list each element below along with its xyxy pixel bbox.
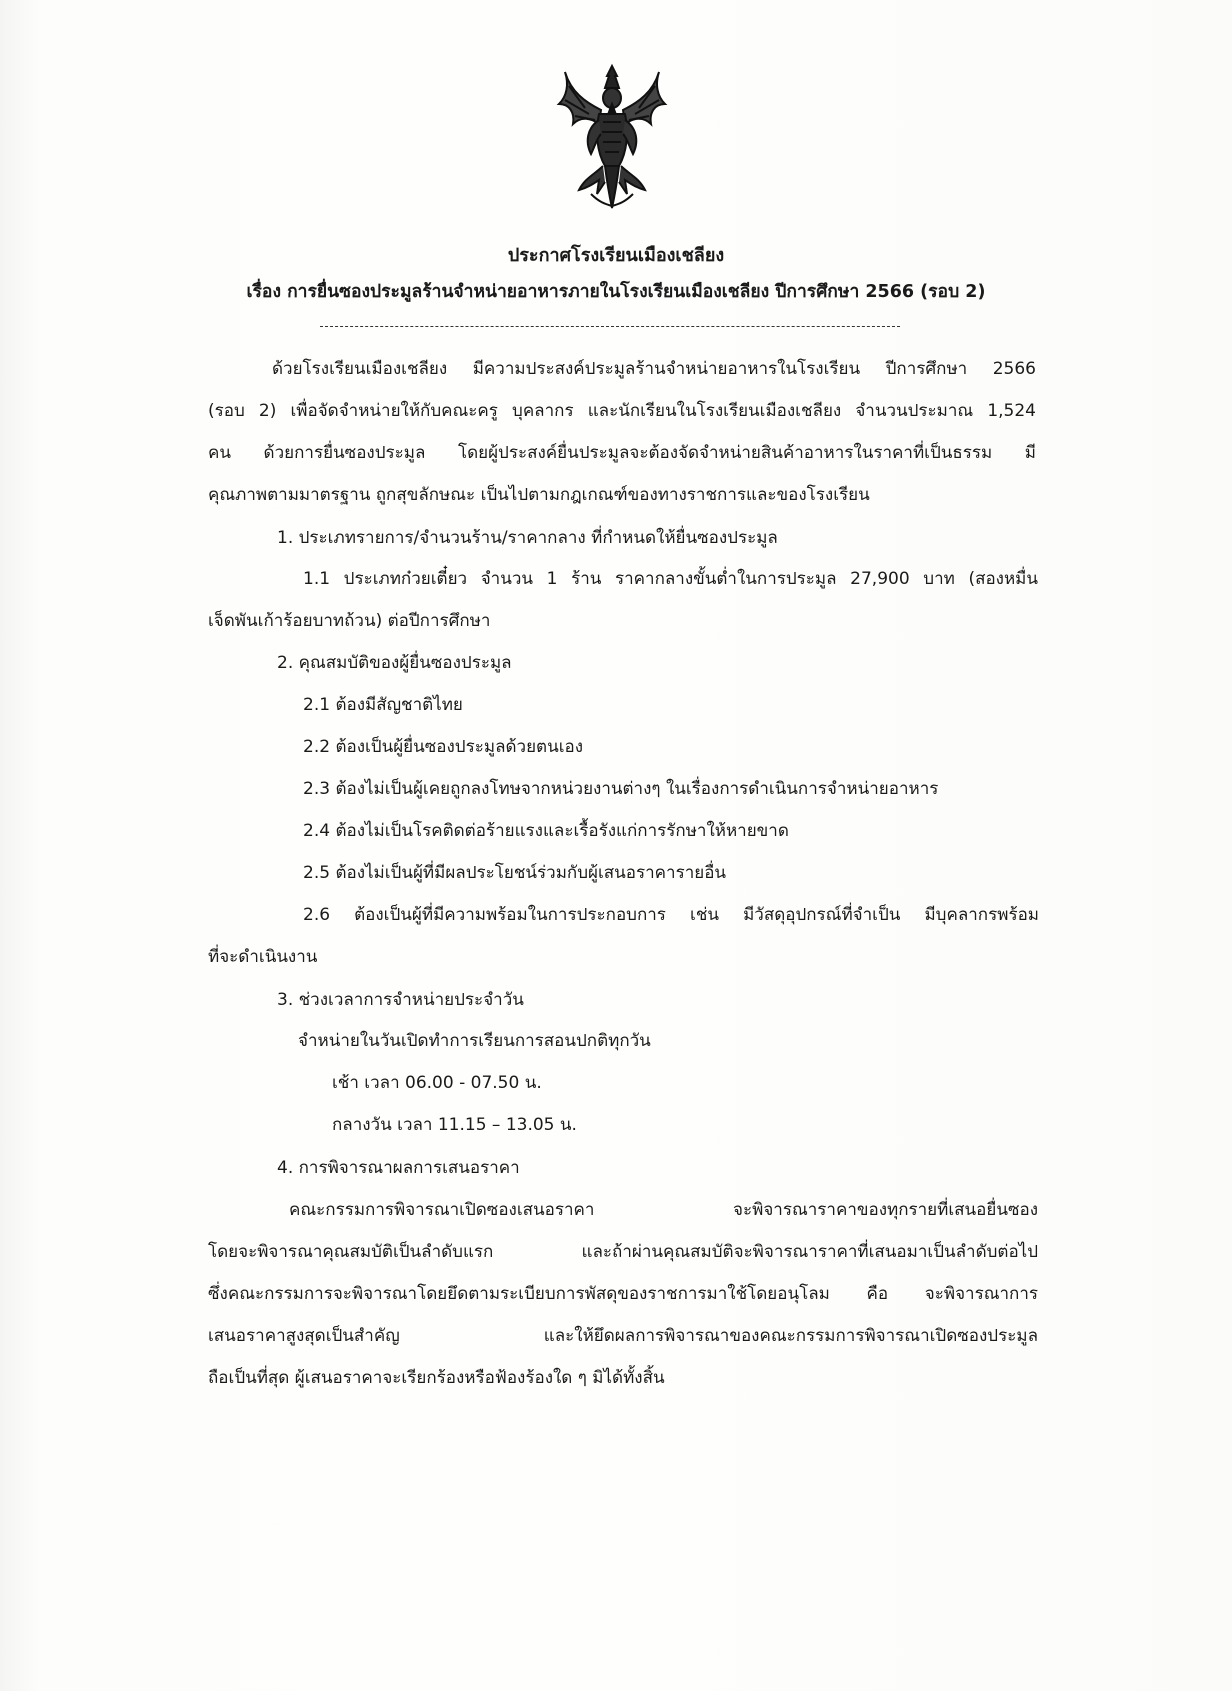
page-title: ประกาศโรงเรียนเมืองเชลียง <box>507 245 725 266</box>
section2-item: 2.4 ต้องไม่เป็นโรคติดต่อร้ายแรงและเรื้อรังแก่การรักษาให้หายขาด <box>303 821 789 841</box>
section3-desc: จำหน่ายในวันเปิดทำการเรียนการสอนปกติทุกวัน <box>298 1031 651 1051</box>
intro-line-3: คน ด้วยการยื่นซองประมูล โดยผู้ประสงค์ยื่นประมูลจะต้องจัดจำหน่ายสินค้าอาหารในราคาที่เป็นธรรม มี <box>208 443 1036 463</box>
section1-item-1-1: 1.1 ประเภทก๋วยเตี๋ยว จำนวน 1 ร้าน ราคากลางขั้นต่ำในการประมูล 27,900 บาท (สองหมื่น <box>303 569 1038 589</box>
intro-line-4: คุณภาพตามมาตรฐาน ถูกสุขลักษณะ เป็นไปตามกฎเกณฑ์ของทางราชการและของโรงเรียน <box>208 485 870 505</box>
section4-line-2: โดยจะพิจารณาคุณสมบัติเป็นลำดับแรก และถ้าผ่านคุณสมบัติจะพิจารณาราคาที่เสนอมาเป็นลำดับต่อไป <box>208 1242 1038 1262</box>
section2-item: 2.3 ต้องไม่เป็นผู้เคยถูกลงโทษจากหน่วยงานต่างๆ ในเรื่องการดำเนินการจำหน่ายอาหาร <box>303 779 939 799</box>
section4-line-5: ถือเป็นที่สุด ผู้เสนอราคาจะเรียกร้องหรือฟ้องร้องใด ๆ มิได้ทั้งสิ้น <box>208 1368 665 1388</box>
section2-item: 2.2 ต้องเป็นผู้ยื่นซองประมูลด้วยตนเอง <box>303 737 584 757</box>
section4-line-3: ซึ่งคณะกรรมการจะพิจารณาโดยยึดตามระเบียบการพัสดุของราชการมาใช้โดยอนุโลม คือ จะพิจารณาการ <box>208 1284 1038 1304</box>
section4-line-4: เสนอราคาสูงสุดเป็นสำคัญ และให้ยึดผลการพิจารณาของคณะกรรมการพิจารณาเปิดซองประมูล <box>208 1326 1038 1346</box>
section2-item-2-6-cont: ที่จะดำเนินงาน <box>208 947 318 967</box>
section1-item-1-1-cont: เจ็ดพันเก้าร้อยบาทถ้วน) ต่อปีการศึกษา <box>208 611 491 631</box>
section2-item: 2.5 ต้องไม่เป็นผู้ที่มีผลประโยชน์ร่วมกับผู้เสนอราคารายอื่น <box>303 863 727 883</box>
section4-line-1: คณะกรรมการพิจารณาเปิดซองเสนอราคา จะพิจารณาราคาของทุกรายที่เสนอยื่นซอง <box>289 1200 1038 1220</box>
section4-heading: 4. การพิจารณาผลการเสนอราคา <box>277 1158 520 1178</box>
intro-line-1: ด้วยโรงเรียนเมืองเชลียง มีความประสงค์ประมูลร้านจำหน่ายอาหารในโรงเรียน ปีการศึกษา 2566 <box>272 359 1036 379</box>
section3-morning: เช้า เวลา 06.00 - 07.50 น. <box>332 1073 542 1093</box>
garuda-emblem-icon <box>555 62 670 212</box>
section2-item: 2.1 ต้องมีสัญชาติไทย <box>303 695 463 715</box>
section3-noon: กลางวัน เวลา 11.15 – 13.05 น. <box>332 1115 577 1135</box>
section3-heading: 3. ช่วงเวลาการจำหน่ายประจำวัน <box>277 990 524 1010</box>
title-divider <box>320 326 900 327</box>
section2-heading: 2. คุณสมบัติของผู้ยื่นซองประมูล <box>277 653 512 673</box>
section1-heading: 1. ประเภทรายการ/จำนวนร้าน/ราคากลาง ที่กำหนดให้ยื่นซองประมูล <box>277 528 778 548</box>
page-subject: เรื่อง การยื่นซองประมูลร้านจำหน่ายอาหารภายในโรงเรียนเมืองเชลียง ปีการศึกษา 2566 (รอบ 2) <box>246 282 986 302</box>
intro-line-2: (รอบ 2) เพื่อจัดจำหน่ายให้กับคณะครู บุคลากร และนักเรียนในโรงเรียนเมืองเชลียง จำนวนประมาณ 1,524 <box>208 401 1036 421</box>
section2-item-2-6: 2.6 ต้องเป็นผู้ที่มีความพร้อมในการประกอบการ เช่น มีวัสดุอุปกรณ์ที่จำเป็น มีบุคลากรพร้อม <box>303 905 1039 925</box>
